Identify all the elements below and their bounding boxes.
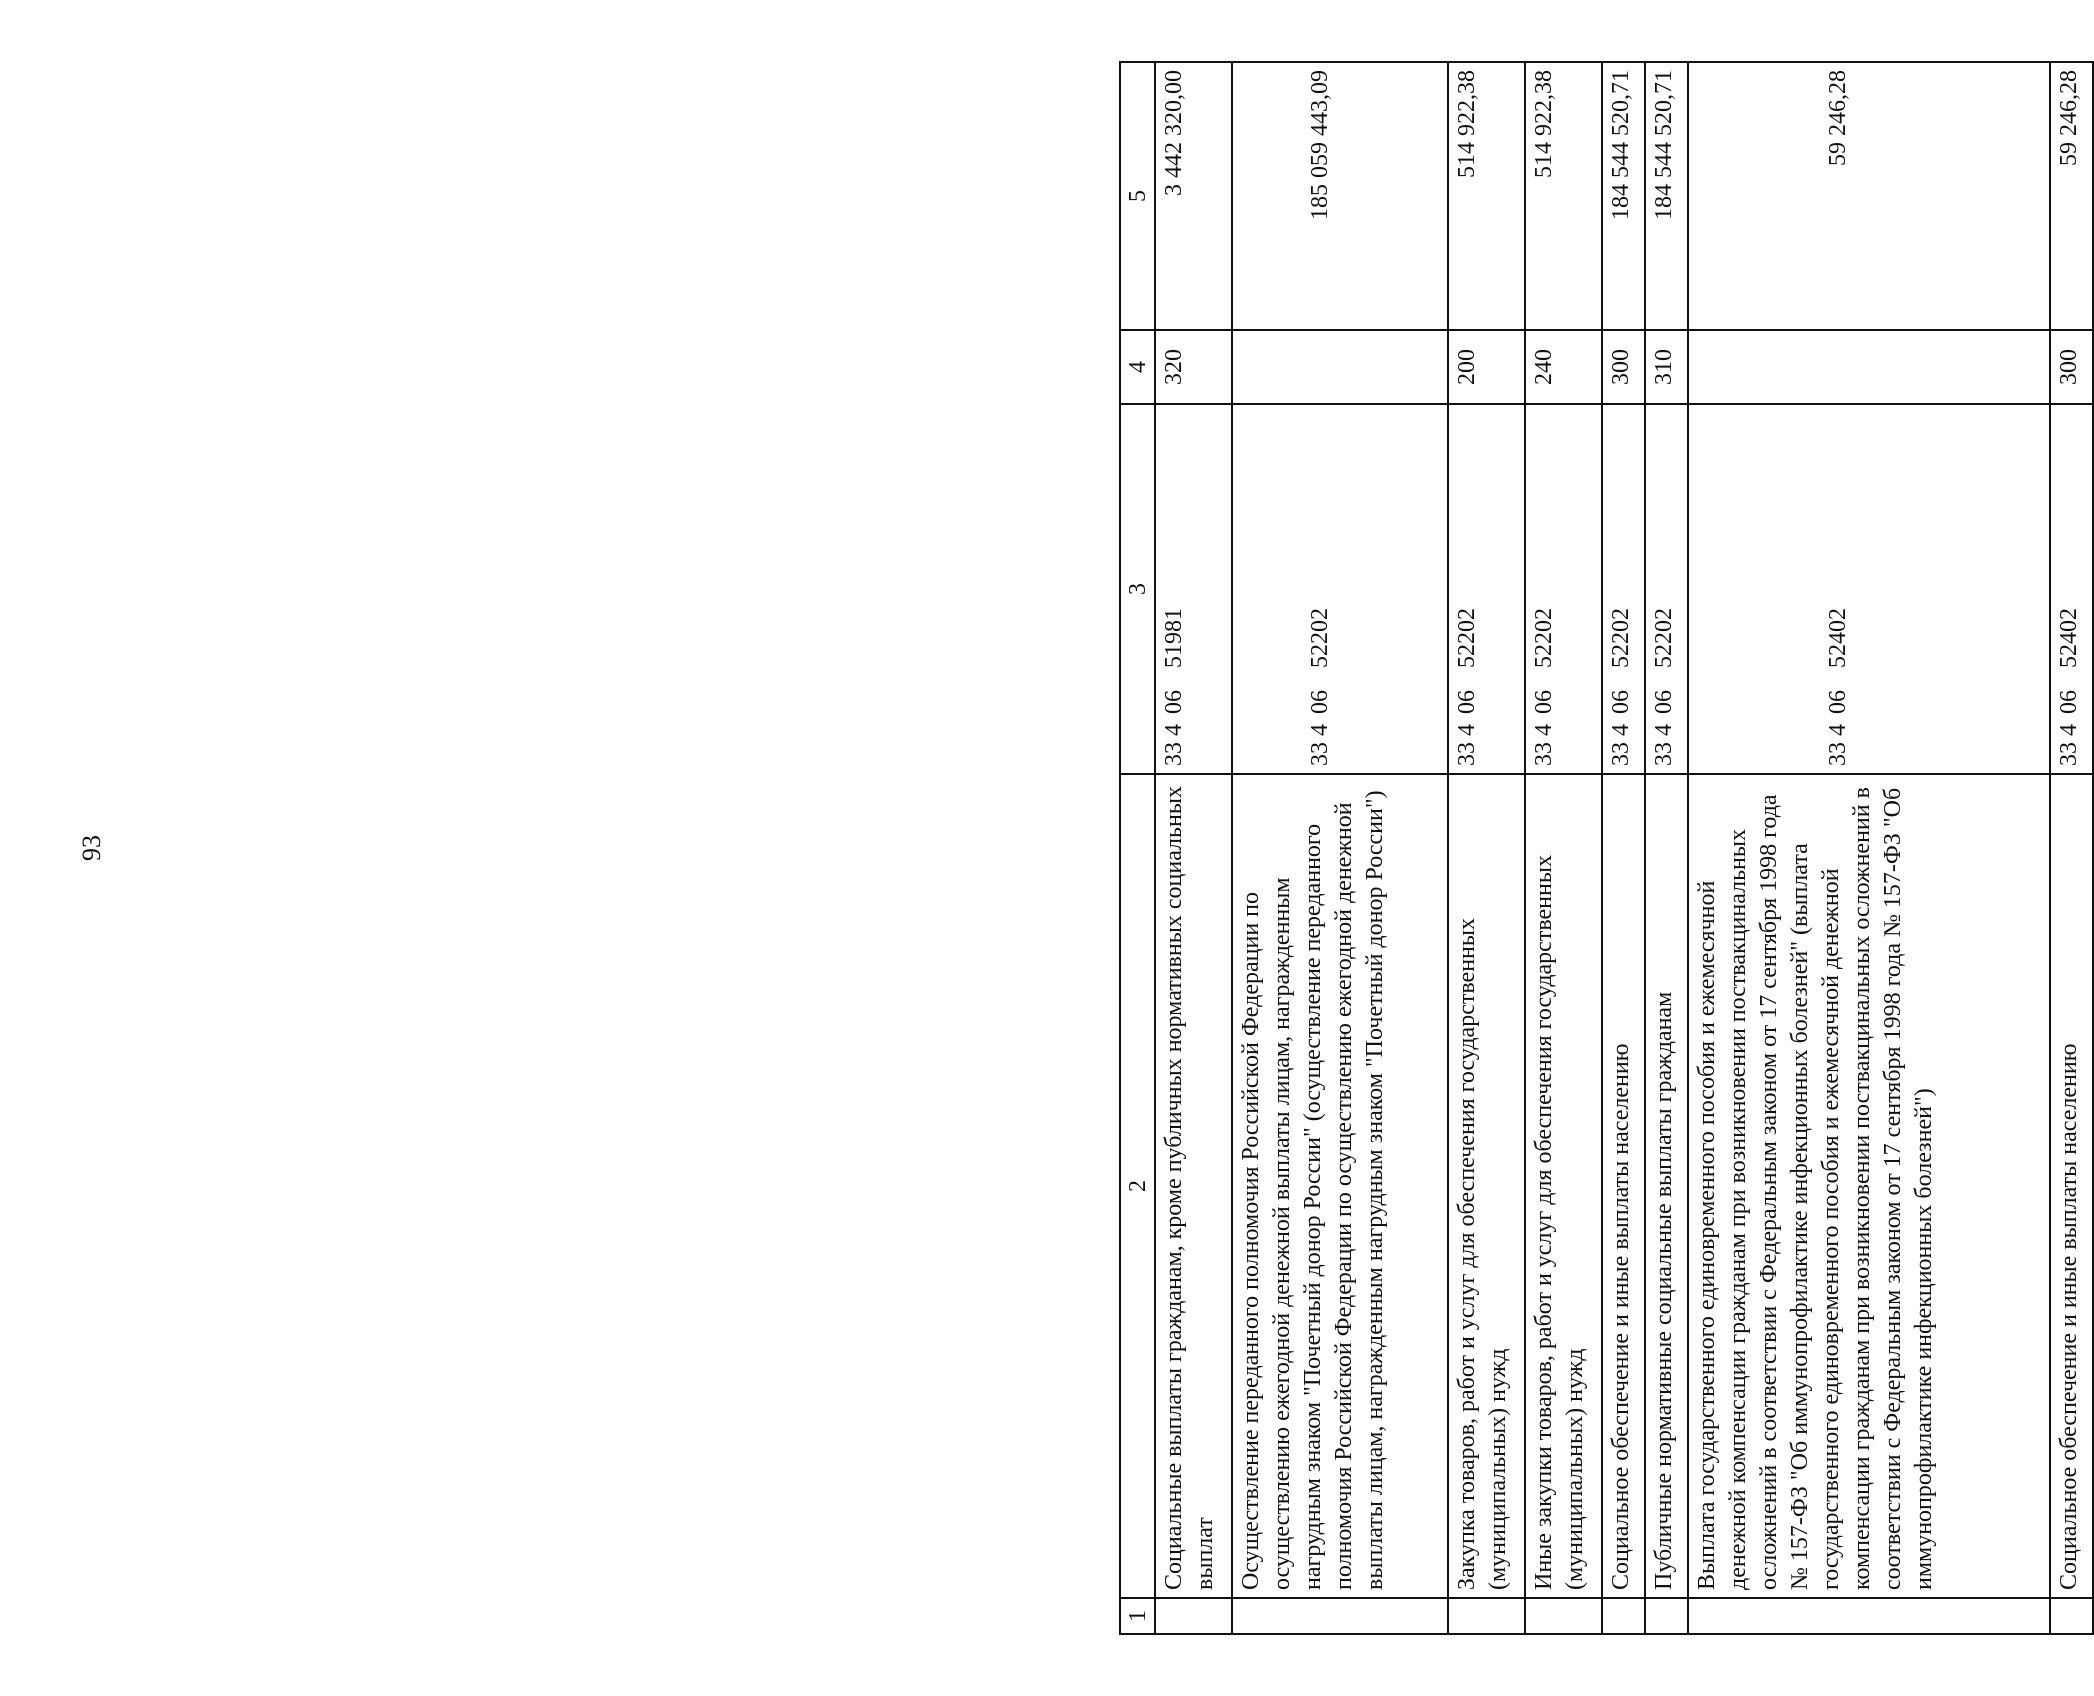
code-part: 06 xyxy=(1824,690,1851,714)
header-col-2: 2 xyxy=(1120,774,1155,1598)
row-amount: 185 059 443,09 xyxy=(1232,62,1448,330)
budget-table xyxy=(1119,61,2094,1635)
code-part: 33 xyxy=(1531,742,1558,766)
header-col-5: 5 xyxy=(1120,62,1155,330)
row-code xyxy=(1645,404,1688,774)
page-number: 93 xyxy=(77,835,106,861)
code-part: 4 xyxy=(1651,724,1677,736)
row-name: Иные закупки товаров, работ и услуг для обеспечения государственных (муниципальных) нужд xyxy=(1525,774,1602,1598)
code-part: 33 xyxy=(1161,742,1188,766)
table-row xyxy=(1645,62,1688,1634)
row-index-cell xyxy=(1232,1598,1448,1634)
code-part: 33 xyxy=(2056,742,2083,766)
code-part: 06 xyxy=(1161,690,1188,714)
table-row xyxy=(1232,62,1448,1634)
table-row xyxy=(2050,62,2093,1634)
row-index-cell xyxy=(1448,1598,1525,1634)
code-part: 06 xyxy=(1608,690,1635,714)
row-index-cell xyxy=(1602,1598,1645,1634)
code-part: 52402 xyxy=(1824,608,1851,668)
code-part: 33 xyxy=(1651,742,1677,766)
row-index-cell xyxy=(1645,1598,1688,1634)
code-part: 06 xyxy=(1531,690,1558,714)
code-part: 06 xyxy=(1307,690,1334,714)
code-part: 4 xyxy=(1307,724,1334,736)
code-part: 4 xyxy=(1824,724,1851,736)
code-part: 06 xyxy=(1453,690,1480,714)
row-type xyxy=(1232,330,1448,404)
table-row xyxy=(1602,62,1645,1634)
table-row xyxy=(1688,62,2050,1634)
code-part: 33 xyxy=(1608,742,1635,766)
code-part: 33 xyxy=(1824,742,1851,766)
code-part: 33 xyxy=(1307,742,1334,766)
code-part: 52202 xyxy=(1531,608,1558,668)
row-code xyxy=(1688,404,2050,774)
code-part: 51981 xyxy=(1161,608,1188,668)
row-code xyxy=(2050,404,2093,774)
row-name: Социальное обеспечение и иные выплаты населению xyxy=(1602,774,1645,1598)
header-col-4: 4 xyxy=(1120,330,1155,404)
row-type xyxy=(1688,330,2050,404)
row-type: 200 xyxy=(1448,330,1525,404)
table-row xyxy=(1448,62,1525,1634)
code-part: 52402 xyxy=(2056,608,2083,668)
row-index-cell xyxy=(2050,1598,2093,1634)
code-part: 4 xyxy=(2056,724,2083,736)
table-row xyxy=(1525,62,1602,1634)
row-amount: 59 246,28 xyxy=(1688,62,2050,330)
code-part: 52202 xyxy=(1453,608,1480,668)
row-name: Осуществление переданного полномочия Российской Федерации по осуществлению ежегодной денежной выплаты лицам, награжденным нагрудным знаком "Почетный донор России" (осуществление переданного полномочия Российской Федерации по осуществлению ежегодной денежной выплаты лицам, награжденным нагрудным знаком "Почетный донор России") xyxy=(1232,774,1448,1598)
row-index-cell xyxy=(1525,1598,1602,1634)
code-part: 06 xyxy=(1651,690,1677,714)
row-amount: 3 442 320,00 xyxy=(1155,62,1232,330)
row-code xyxy=(1525,404,1602,774)
code-part: 06 xyxy=(2056,690,2083,714)
code-part: 52202 xyxy=(1608,608,1635,668)
row-code xyxy=(1232,404,1448,774)
row-amount: 59 246,28 xyxy=(2050,62,2093,330)
row-amount: 184 544 520,71 xyxy=(1645,62,1688,330)
row-index-cell xyxy=(1155,1598,1232,1634)
row-type: 310 xyxy=(1645,330,1688,404)
code-part: 4 xyxy=(1161,724,1188,736)
code-part: 33 xyxy=(1453,742,1480,766)
row-amount: 514 922,38 xyxy=(1448,62,1525,330)
header-col-1: 1 xyxy=(1120,1598,1155,1634)
code-part: 52202 xyxy=(1651,608,1677,668)
header-col-3: 3 xyxy=(1120,404,1155,774)
row-type: 320 xyxy=(1155,330,1232,404)
row-amount: 184 544 520,71 xyxy=(1602,62,1645,330)
row-type: 300 xyxy=(1602,330,1645,404)
row-name: Социальное обеспечение и иные выплаты населению xyxy=(2050,774,2093,1598)
code-part: 4 xyxy=(1608,724,1635,736)
row-name: Выплата государственного единовременного пособия и ежемесячной денежной компенсации гражданам при возникновении поствакцинальных осложнений в соответствии с Федеральным законом от 17 сентября 1998 года № 157-ФЗ "Об иммунопрофилактике инфекционных болезней" (выплата государственного единовременного пособия и ежемесячной денежной компенсации гражданам при возникновении поствакцинальных осложнений в соответствии с Федеральным законом от 17 сентября 1998 года № 157-ФЗ "Об иммунопрофилактике инфекционных болезней") xyxy=(1688,774,2050,1598)
header-row xyxy=(1120,62,1155,1634)
row-name: Закупка товаров, работ и услуг для обеспечения государственных (муниципальных) нужд xyxy=(1448,774,1525,1598)
code-part: 4 xyxy=(1453,724,1480,736)
row-amount: 514 922,38 xyxy=(1525,62,1602,330)
row-code xyxy=(1602,404,1645,774)
code-part: 52202 xyxy=(1307,608,1334,668)
row-name: Социальные выплаты гражданам, кроме публичных нормативных социальных выплат xyxy=(1155,774,1232,1598)
table-row xyxy=(1155,62,1232,1634)
row-type: 240 xyxy=(1525,330,1602,404)
row-index-cell xyxy=(1688,1598,2050,1634)
row-type: 300 xyxy=(2050,330,2093,404)
row-code xyxy=(1448,404,1525,774)
row-code xyxy=(1155,404,1232,774)
row-name: Публичные нормативные социальные выплаты гражданам xyxy=(1645,774,1688,1598)
code-part: 4 xyxy=(1531,724,1558,736)
